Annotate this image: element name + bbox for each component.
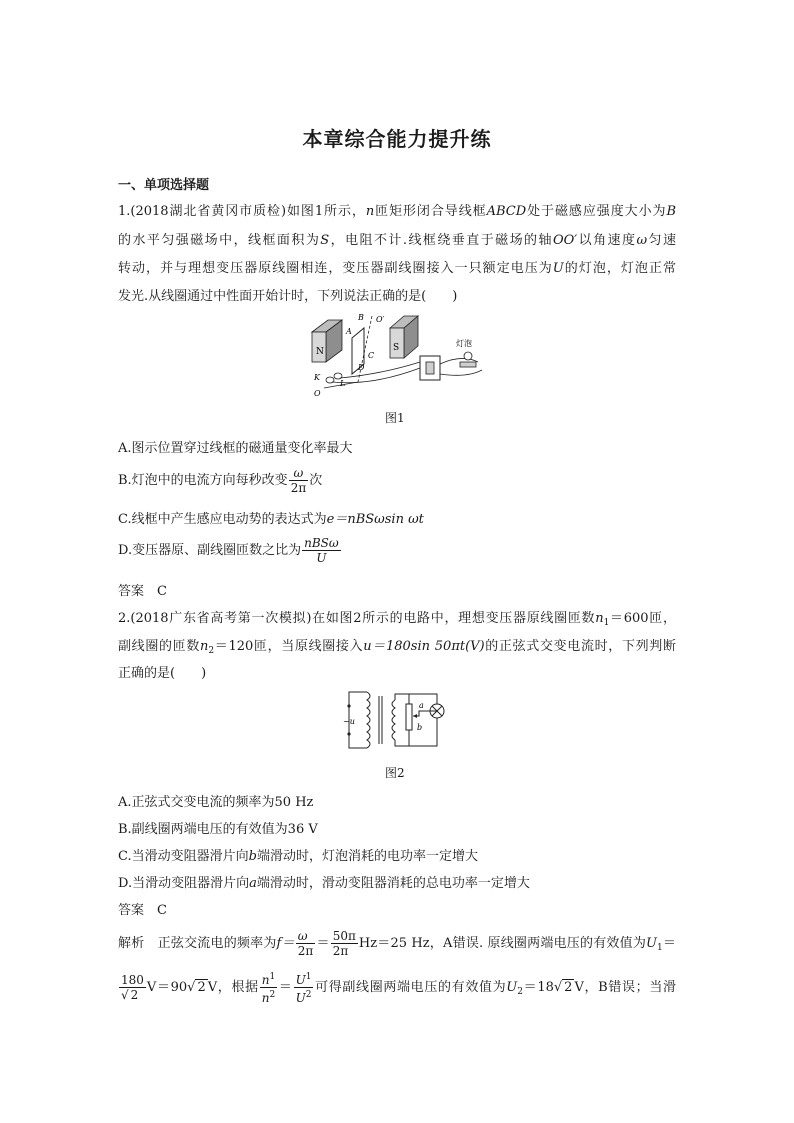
q1-option-d: D.变压器原、副线圈匝数之比为 $\frac{\text{nBSω}}{U}$: [118, 536, 339, 565]
q1-option-b: B.灯泡中的电流方向每秒改变 $\frac{\omega}{2\pi}$ 次: [118, 466, 323, 495]
label-s: S: [393, 343, 400, 353]
q2-option-d: D.当滑动变阻器滑片向a端滑动时，滑动变阻器消耗的总电功率一定增大: [118, 876, 530, 891]
label-o: O: [314, 389, 321, 398]
figure-2-transformer-circuit: [343, 686, 451, 754]
secondary-top-wire: [395, 694, 437, 704]
q2-answer: 答案 C: [118, 903, 167, 918]
figure-1-caption: 图1: [385, 411, 405, 425]
rheostat: [406, 704, 412, 730]
label-n: N: [316, 347, 324, 357]
label-c: C: [368, 351, 375, 360]
secondary-bottom-wire: [395, 718, 437, 746]
secondary-coil: [392, 700, 395, 740]
q2-line-3: 正确的是( ): [118, 666, 207, 681]
terminal-top: [347, 704, 350, 707]
figure-1-generator-diagram: [302, 308, 488, 400]
transformer-window: [426, 362, 434, 374]
option-b-fraction: $\frac{\omega}{2\pi}$: [290, 466, 307, 495]
q2-line-1: 2.(2018广东省高考第一次模拟)在如图2所示的电路中，理想变压器原线圈匝数$n_1=600$匝，: [118, 611, 676, 628]
q2-line-2: 副线圈的匝数$n_2=120$匝，当原线圈接入u＝180sin 50πt(V)的正弦式交变电流时，下列判断: [118, 639, 676, 656]
option-d-fraction: $\frac{\text{nBSω}}{U}$: [304, 536, 339, 565]
q1-line-3: 转动，并与理想变压器原线圈相连，变压器副线圈接入一只额定电压为U的灯泡，灯泡正常: [118, 261, 676, 276]
q1-line-2: 的水平匀强磁场中，线框面积为S，电阻不计.线框绕垂直于磁场的轴OO′以角速度ω匀速: [118, 233, 676, 248]
q1-option-a: A.图示位置穿过线框的磁通量变化率最大: [118, 441, 353, 456]
label-u: ~u: [343, 717, 355, 726]
axis-oo: [358, 316, 375, 382]
label-bulb: 灯泡: [456, 339, 472, 348]
primary-coil: [367, 692, 370, 748]
q2-option-c: C.当滑动变阻器滑片向b端滑动时，灯泡消耗的电功率一定增大: [118, 849, 478, 864]
q1-line-1: 1.(2018湖北省黄冈市质检)如图1所示，n匝矩形闭合导线框ABCD处于磁感应强度大小为B: [118, 204, 676, 219]
terminal-bottom: [347, 732, 350, 735]
label-l: L: [340, 379, 346, 388]
analysis-line-1: 解析 正弦交流电的频率为f＝ $\frac{\omega}{2\pi}$ ＝ $\frac{50\pi}{2\pi}$ Hz＝25 Hz，A错误. 原线圈两端电压的有效值为$U_1=$: [118, 929, 676, 958]
bulb-glass: [464, 352, 472, 360]
label-a-terminal: a: [419, 701, 424, 710]
label-d: D: [358, 363, 365, 372]
label-a: A: [346, 327, 352, 336]
label-k: K: [314, 373, 320, 382]
q1-answer: 答案 C: [118, 584, 167, 599]
label-b: B: [358, 313, 364, 322]
section-heading: 一、单项选择题: [118, 178, 210, 193]
q2-option-a: A.正弦式交变电流的频率为50 Hz: [118, 795, 314, 810]
bulb-base: [460, 362, 476, 367]
wire-4: [440, 370, 482, 375]
q1-line-4: 发光.从线圈通过中性面开始计时，下列说法正确的是( ): [118, 289, 458, 304]
slider-arrow: [413, 714, 417, 718]
label-o-prime: O′: [376, 315, 385, 324]
analysis-line-2: $\frac{180}{√ 2}$ V＝90√ 2 V，根据 $\frac{n^1}{n^2}$ ＝ $\frac{U^1}{U^2}$ 可得副线圈两端电压的有效值为$U_2=18√$ 2 V，B错误；当滑: [121, 972, 676, 1005]
figure-2-caption: 图2: [385, 766, 405, 780]
page-title: 本章综合能力提升练: [302, 127, 492, 151]
label-b-terminal: b: [417, 723, 423, 732]
q2-option-b: B.副线圈两端电压的有效值为36 V: [118, 822, 318, 837]
q1-option-c: C.线框中产生感应电动势的表达式为e＝nBSωsin ωt: [118, 512, 424, 527]
